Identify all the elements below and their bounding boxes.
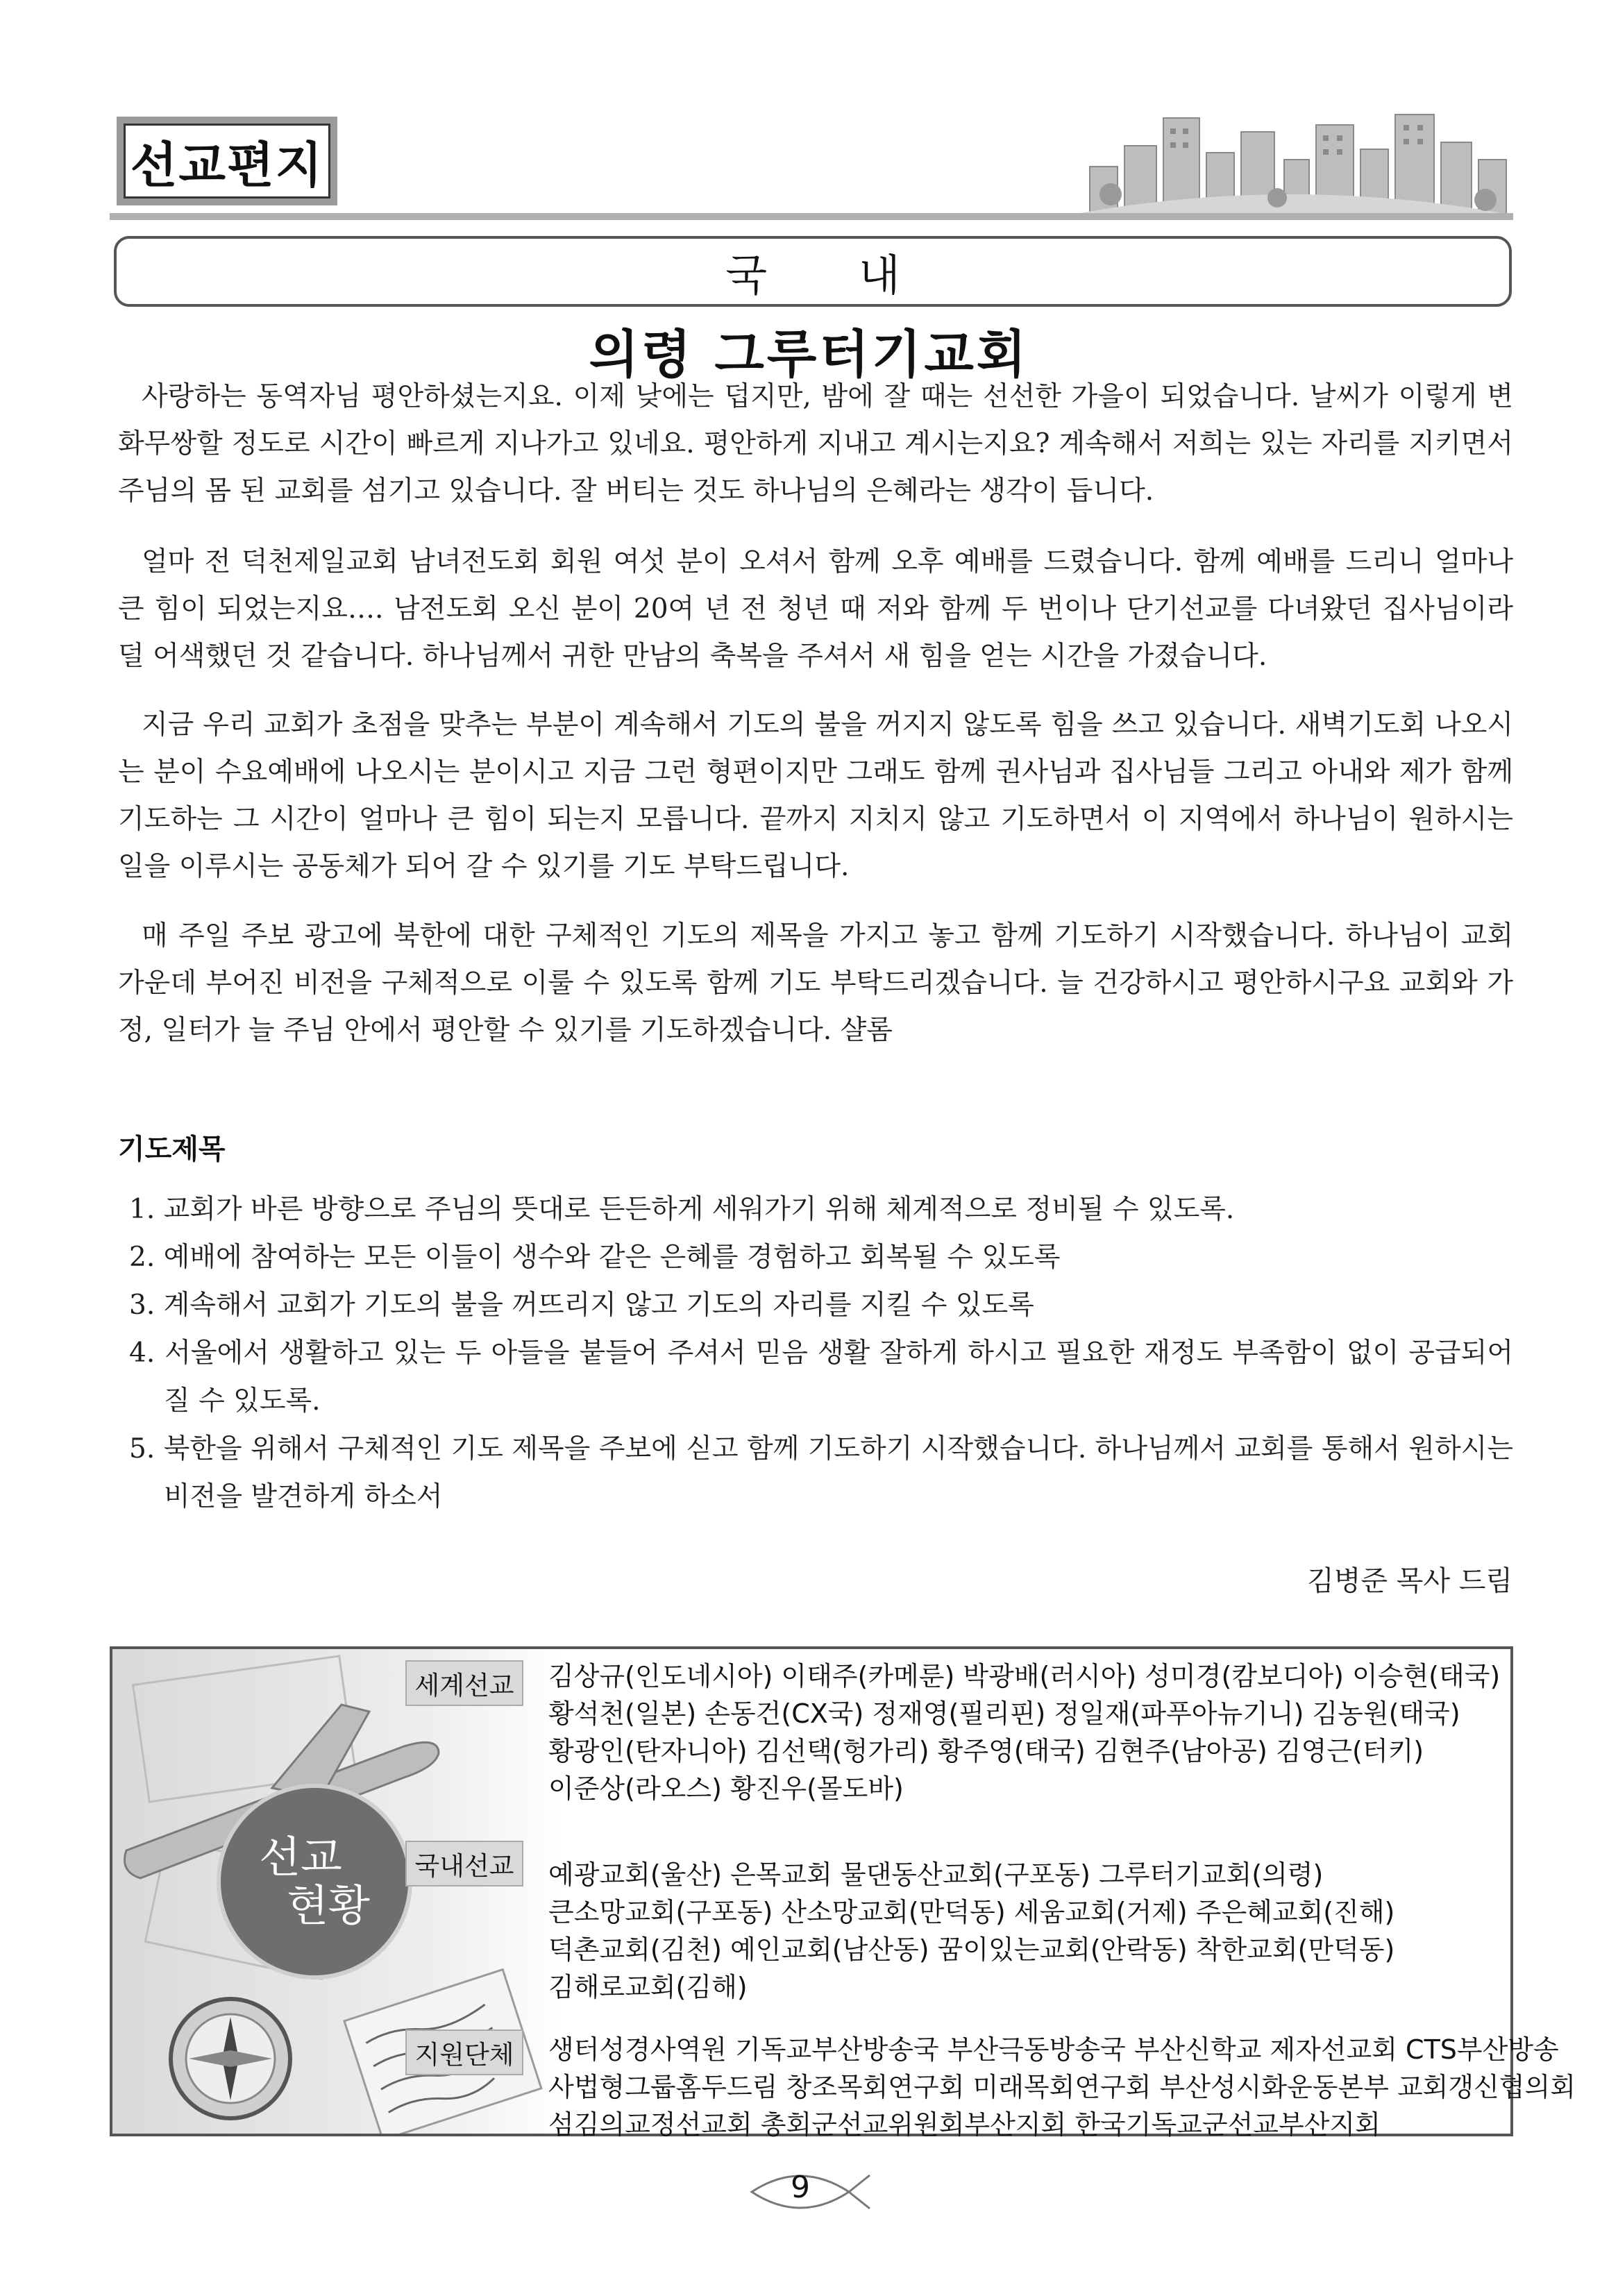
prayer-list xyxy=(118,1185,1513,1521)
domestic-mission-label: 국내선교 xyxy=(405,1841,523,1886)
domestic-mission-line: 큰소망교회(구포동) 산소망교회(만덕동) 세움교회(거제) 주은혜교회(진해) xyxy=(548,1897,1395,1927)
letter-paragraph-4: 매 주일 주보 광고에 북한에 대한 구체적인 기도의 제목을 가지고 놓고 함께 기도하기 시작했습니다. 하나님이 교회 가운데 부어진 비전을 구체적으로 이룰 수 있도록 함께 기도 부탁드리겠습니다. 늘 건강하시고 평안하시구요 교회와 가정, 일터가 늘 주님 안에서 평안할 수 있기를 기도하겠습니다. 샬롬 xyxy=(118,920,1513,1046)
page-number xyxy=(745,2164,874,2220)
domestic-mission-list xyxy=(548,1856,1506,2006)
world-mission-list xyxy=(548,1657,1506,1807)
support-groups-line: 생터성경사역원 기독교부산방송국 부산극동방송국 부산신학교 제자선교회 CTS부산방송 xyxy=(548,2034,1559,2065)
prayer-item: 4. 서울에서 생활하고 있는 두 아들을 붙들어 주셔서 믿음 생활 잘하게 하시고 필요한 재정도 부족함이 없이 공급되어 질 수 있도록. xyxy=(129,1337,1513,1417)
support-groups-label: 지원단체 xyxy=(405,2029,523,2075)
letter-paragraph-3: 지금 우리 교회가 초점을 맞추는 부분이 계속해서 기도의 불을 꺼지지 않도록 힘을 쓰고 있습니다. 새벽기도회 나오시는 분이 수요예배에 나오시는 분이시고 지금 그런 형편이지만 그래도 함께 권사님과 집사님들 그리고 아내와 제가 함께 기도하는 그 시간이 얼마나 큰 힘이 되는지 모릅니다. 끝까지 지치지 않고 기도하면서 이 지역에서 하나님이 원하시는 일을 이루시는 공동체가 되어 갈 수 있기를 기도 부탁드립니다. xyxy=(118,709,1513,882)
world-mission-line: 김상규(인도네시아) 이태주(카메룬) 박광배(러시아) 성미경(캄보디아) 이승현(태국) xyxy=(548,1661,1501,1691)
domestic-mission-line: 김해로교회(김해) xyxy=(548,1972,748,2002)
letter-paragraph-2: 얼마 전 덕천제일교회 남녀전도회 회원 여섯 분이 오셔서 함께 오후 예배를 드렸습니다. 함께 예배를 드리니 얼마나 큰 힘이 되었는지요…. 남전도회 오신 분이 20여 년 전 청년 때 저와 함께 두 번이나 단기선교를 다녀왔던 집사님이라 덜 어색했던 것 같습니다. 하나님께서 귀한 만남의 축복을 주셔서 새 힘을 얻는 시간을 가졌습니다. xyxy=(118,546,1513,672)
letter-paragraph-1: 사랑하는 동역자님 평안하셨는지요. 이제 낮에는 덥지만, 밤에 잘 때는 선선한 가을이 되었습니다. 날씨가 이렇게 변화무쌍할 정도로 시간이 빠르게 지나가고 있네요. 평안하게 지내고 계시는지요? 계속해서 저희는 있는 자리를 지키면서 주님의 몸 된 교회를 섬기고 있습니다. 잘 버티는 것도 하나님의 은혜라는 생각이 듭니다. xyxy=(118,381,1513,507)
section-label: 국 내 xyxy=(114,236,1512,307)
prayer-item: 3. 계속해서 교회가 기도의 불을 꺼뜨리지 않고 기도의 자리를 지킬 수 있도록 xyxy=(129,1290,1034,1321)
prayer-item: 1. 교회가 바른 방향으로 주님의 뜻대로 든든하게 세워가기 위해 체계적으로 정비될 수 있도록. xyxy=(129,1194,1235,1225)
support-groups-list xyxy=(548,2031,1576,2143)
mission-status-badge xyxy=(221,1788,408,1975)
prayer-item: 2. 예배에 참여하는 모든 이들이 생수와 같은 은혜를 경험하고 회복될 수 있도록 xyxy=(129,1242,1061,1273)
page-number-text: 9 xyxy=(791,2170,810,2205)
world-mission-line: 황광인(탄자니아) 김선택(헝가리) 황주영(태국) 김현주(남아공) 김영근(터키) xyxy=(548,1736,1424,1766)
city-illustration xyxy=(1069,111,1513,215)
badge-line-2: 현황 xyxy=(287,1880,370,1931)
world-mission-line: 황석천(일본) 손동건(CX국) 정재영(필리핀) 정일재(파푸아뉴기니) 김농원(태국) xyxy=(548,1698,1460,1729)
world-mission-label: 세계선교 xyxy=(405,1660,523,1706)
prayer-heading: 기도제목 xyxy=(118,1133,226,1165)
support-groups-line: 사법형그룹홈두드림 창조목회연구회 미래목회연구회 부산성시화운동본부 교회갱신협의회 xyxy=(548,2072,1576,2102)
church-title: 의령 그루터기교회 xyxy=(589,325,1029,385)
support-groups-line: 섬김의교정선교회 총회군선교위원회부산지회 한국기독교군선교부산지회 xyxy=(548,2109,1381,2140)
header-rule xyxy=(110,213,1513,220)
signature: 김병준 목사 드림 xyxy=(1307,1565,1512,1597)
header-tag-label: 선교편지 xyxy=(124,124,330,199)
domestic-mission-line: 덕촌교회(김천) 예인교회(남산동) 꿈이있는교회(안락동) 착한교회(만덕동) xyxy=(548,1934,1395,1965)
header-tag xyxy=(117,117,337,205)
badge-line-1: 선교 xyxy=(259,1832,342,1882)
domestic-mission-line: 예광교회(울산) 은목교회 물댄동산교회(구포동) 그루터기교회(의령) xyxy=(548,1859,1324,1890)
world-mission-line: 이준상(라오스) 황진우(몰도바) xyxy=(548,1773,904,1804)
prayer-item: 5. 북한을 위해서 구체적인 기도 제목을 주보에 싣고 함께 기도하기 시작했습니다. 하나님께서 교회를 통해서 원하시는 비전을 발견하게 하소서 xyxy=(129,1433,1513,1512)
